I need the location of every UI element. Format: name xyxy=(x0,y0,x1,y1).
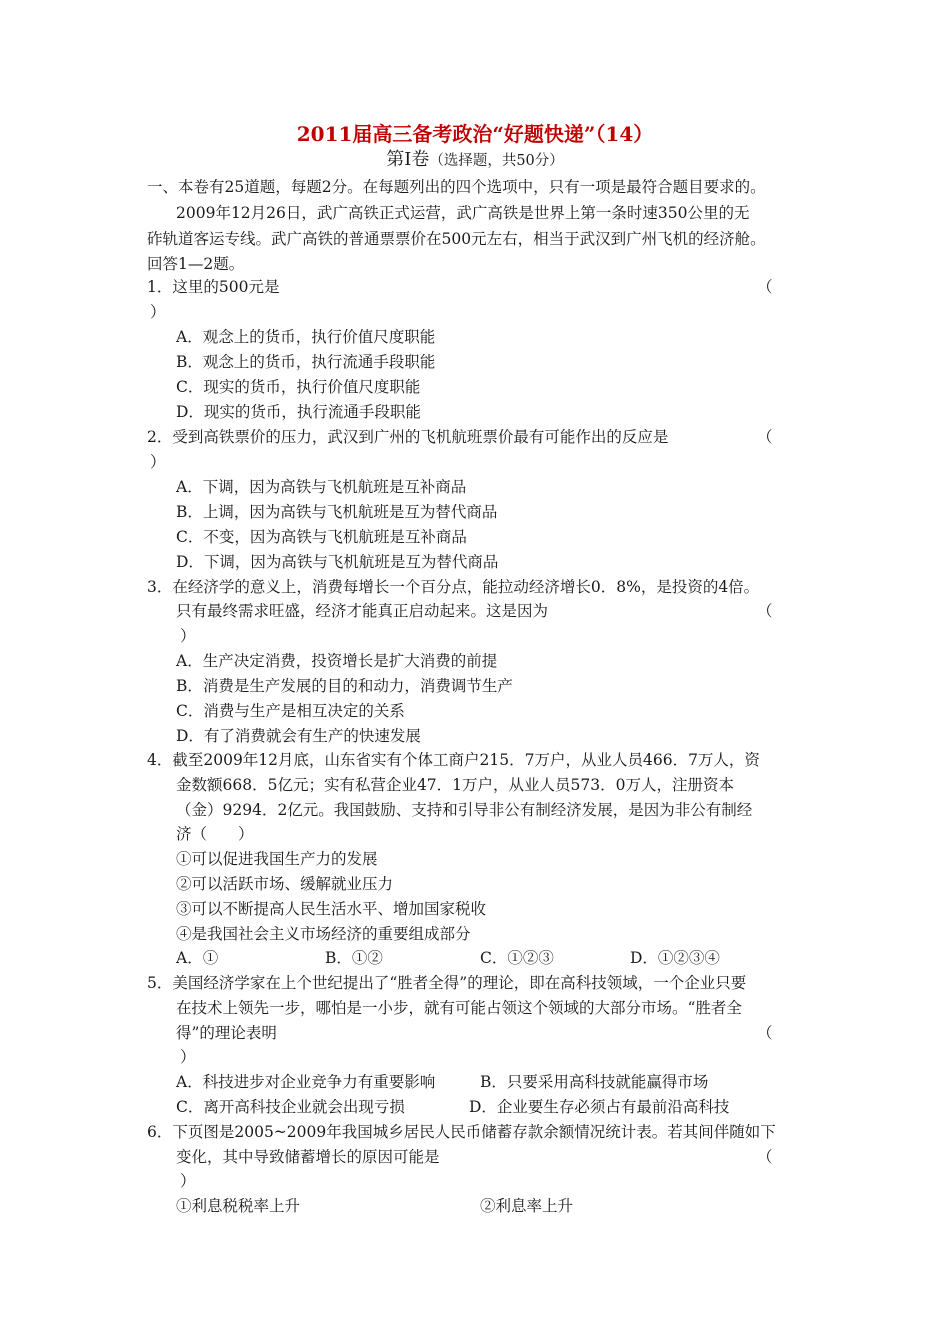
q5-stem-line-1: 5．美国经济学家在上个世纪提出了“胜者全得”的理论，即在高科技领域，一个企业只要 xyxy=(147,974,747,992)
q4-choice-c: C．①②③ xyxy=(480,949,554,967)
q5-stem-line-3: 得”的理论表明 xyxy=(176,1024,277,1042)
q4-item-4: ④是我国社会主义市场经济的重要组成部分 xyxy=(176,925,471,943)
q2-paren-close: ） xyxy=(150,453,166,471)
q3-option-b: B．消费是生产发展的目的和动力，消费调节生产 xyxy=(176,677,513,695)
q3-stem-line-2: 只有最终需求旺盛，经济才能真正启动起来。这是因为 xyxy=(176,602,549,620)
q6-stem-line-2: 变化，其中导致储蓄增长的原因可能是 xyxy=(176,1148,440,1166)
q1-paren-close: ） xyxy=(150,303,166,321)
q1-paren-open: （ xyxy=(757,278,773,296)
q1-stem: 1．这里的500元是 xyxy=(147,278,280,296)
q2-option-a: A．下调，因为高铁与飞机航班是互补商品 xyxy=(176,478,467,496)
q4-item-3: ③可以不断提高人民生活水平、增加国家税收 xyxy=(176,900,487,918)
q5-option-a: A．科技进步对企业竞争力有重要影响 xyxy=(176,1073,436,1091)
section-note: （选择题，共50分） xyxy=(429,153,564,169)
section-main: 第Ⅰ卷 xyxy=(386,149,430,170)
q3-paren-open: （ xyxy=(757,602,773,620)
q4-stem-line-2: 金数额668．5亿元；实有私营企业47．1万户，从业人员573．0万人，注册资本 xyxy=(176,776,734,794)
q3-stem-line-1: 3．在经济学的意义上，消费每增长一个百分点，能拉动经济增长0．8%，是投资的4倍。 xyxy=(147,578,760,596)
q3-option-c: C．消费与生产是相互决定的关系 xyxy=(176,702,405,720)
q5-paren-open: （ xyxy=(757,1024,773,1042)
q6-item-2: ②利息率上升 xyxy=(480,1197,574,1215)
q5-option-d: D．企业要生存必须占有最前沿高科技 xyxy=(469,1098,730,1116)
q2-paren-open: （ xyxy=(757,428,773,446)
q1-option-a: A．观念上的货币，执行价值尺度职能 xyxy=(176,328,436,346)
q6-paren-open: （ xyxy=(757,1148,773,1166)
q5-option-c: C．离开高科技企业就会出现亏损 xyxy=(176,1098,405,1116)
q5-stem-line-2: 在技术上领先一步，哪怕是一小步，就有可能占领这个领域的大部分市场。“胜者全 xyxy=(176,999,742,1017)
q3-option-d: D．有了消费就会有生产的快速发展 xyxy=(176,727,421,745)
context-line-3: 回答1—2题。 xyxy=(147,255,245,273)
q4-stem-line-3: （金）9294．2亿元。我国鼓励、支持和引导非公有制经济发展，是因为非公有制经 xyxy=(176,801,753,819)
instruction-text: 一、本卷有25道题，每题2分。在每题列出的四个选项中，只有一项是最符合题目要求的。 xyxy=(147,178,766,196)
q6-item-1: ①利息税税率上升 xyxy=(176,1197,301,1215)
q5-option-b: B．只要采用高科技就能赢得市场 xyxy=(480,1073,709,1091)
q2-option-c: C．不变，因为高铁与飞机航班是互补商品 xyxy=(176,528,467,546)
q4-stem-line-4: 济（ ） xyxy=(176,825,254,843)
q1-option-b: B．观念上的货币，执行流通手段职能 xyxy=(176,353,436,371)
q6-stem-line-1: 6．下页图是2005~2009年我国城乡居民人民币储蓄存款余额情况统计表。若其间伴随如下 xyxy=(147,1123,776,1141)
q2-option-d: D．下调，因为高铁与飞机航班是互为替代商品 xyxy=(176,553,499,571)
q6-paren-close: ） xyxy=(180,1172,196,1190)
q4-item-2: ②可以活跃市场、缓解就业压力 xyxy=(176,875,394,893)
q4-choice-a: A．① xyxy=(176,949,219,967)
q2-stem: 2．受到高铁票价的压力，武汉到广州的飞机航班票价最有可能作出的反应是 xyxy=(147,428,669,446)
context-line-2: 砟轨道客运专线。武广高铁的普通票票价在500元左右，相当于武汉到广州飞机的经济舱。 xyxy=(147,230,766,248)
q4-item-1: ①可以促进我国生产力的发展 xyxy=(176,850,378,868)
q4-choice-d: D．①②③④ xyxy=(630,949,720,967)
q3-paren-close: ） xyxy=(180,627,196,645)
q1-option-c: C．现实的货币，执行价值尺度职能 xyxy=(176,378,421,396)
q1-option-d: D．现实的货币，执行流通手段职能 xyxy=(176,403,421,421)
q4-stem-line-1: 4．截至2009年12月底，山东省实有个体工商户215．7万户，从业人员466．7万人，资 xyxy=(147,751,760,769)
q2-option-b: B．上调，因为高铁与飞机航班是互为替代商品 xyxy=(176,503,498,521)
section-heading xyxy=(0,148,950,173)
q5-paren-close: ） xyxy=(180,1048,196,1066)
page-title: 2011届高三备考政治“好题快递”（14） xyxy=(296,122,654,146)
q3-option-a: A．生产决定消费，投资增长是扩大消费的前提 xyxy=(176,652,498,670)
context-line-1: 2009年12月26日，武广高铁正式运营，武广高铁是世界上第一条时速350公里的无 xyxy=(176,204,750,222)
q4-choice-b: B．①② xyxy=(325,949,383,967)
